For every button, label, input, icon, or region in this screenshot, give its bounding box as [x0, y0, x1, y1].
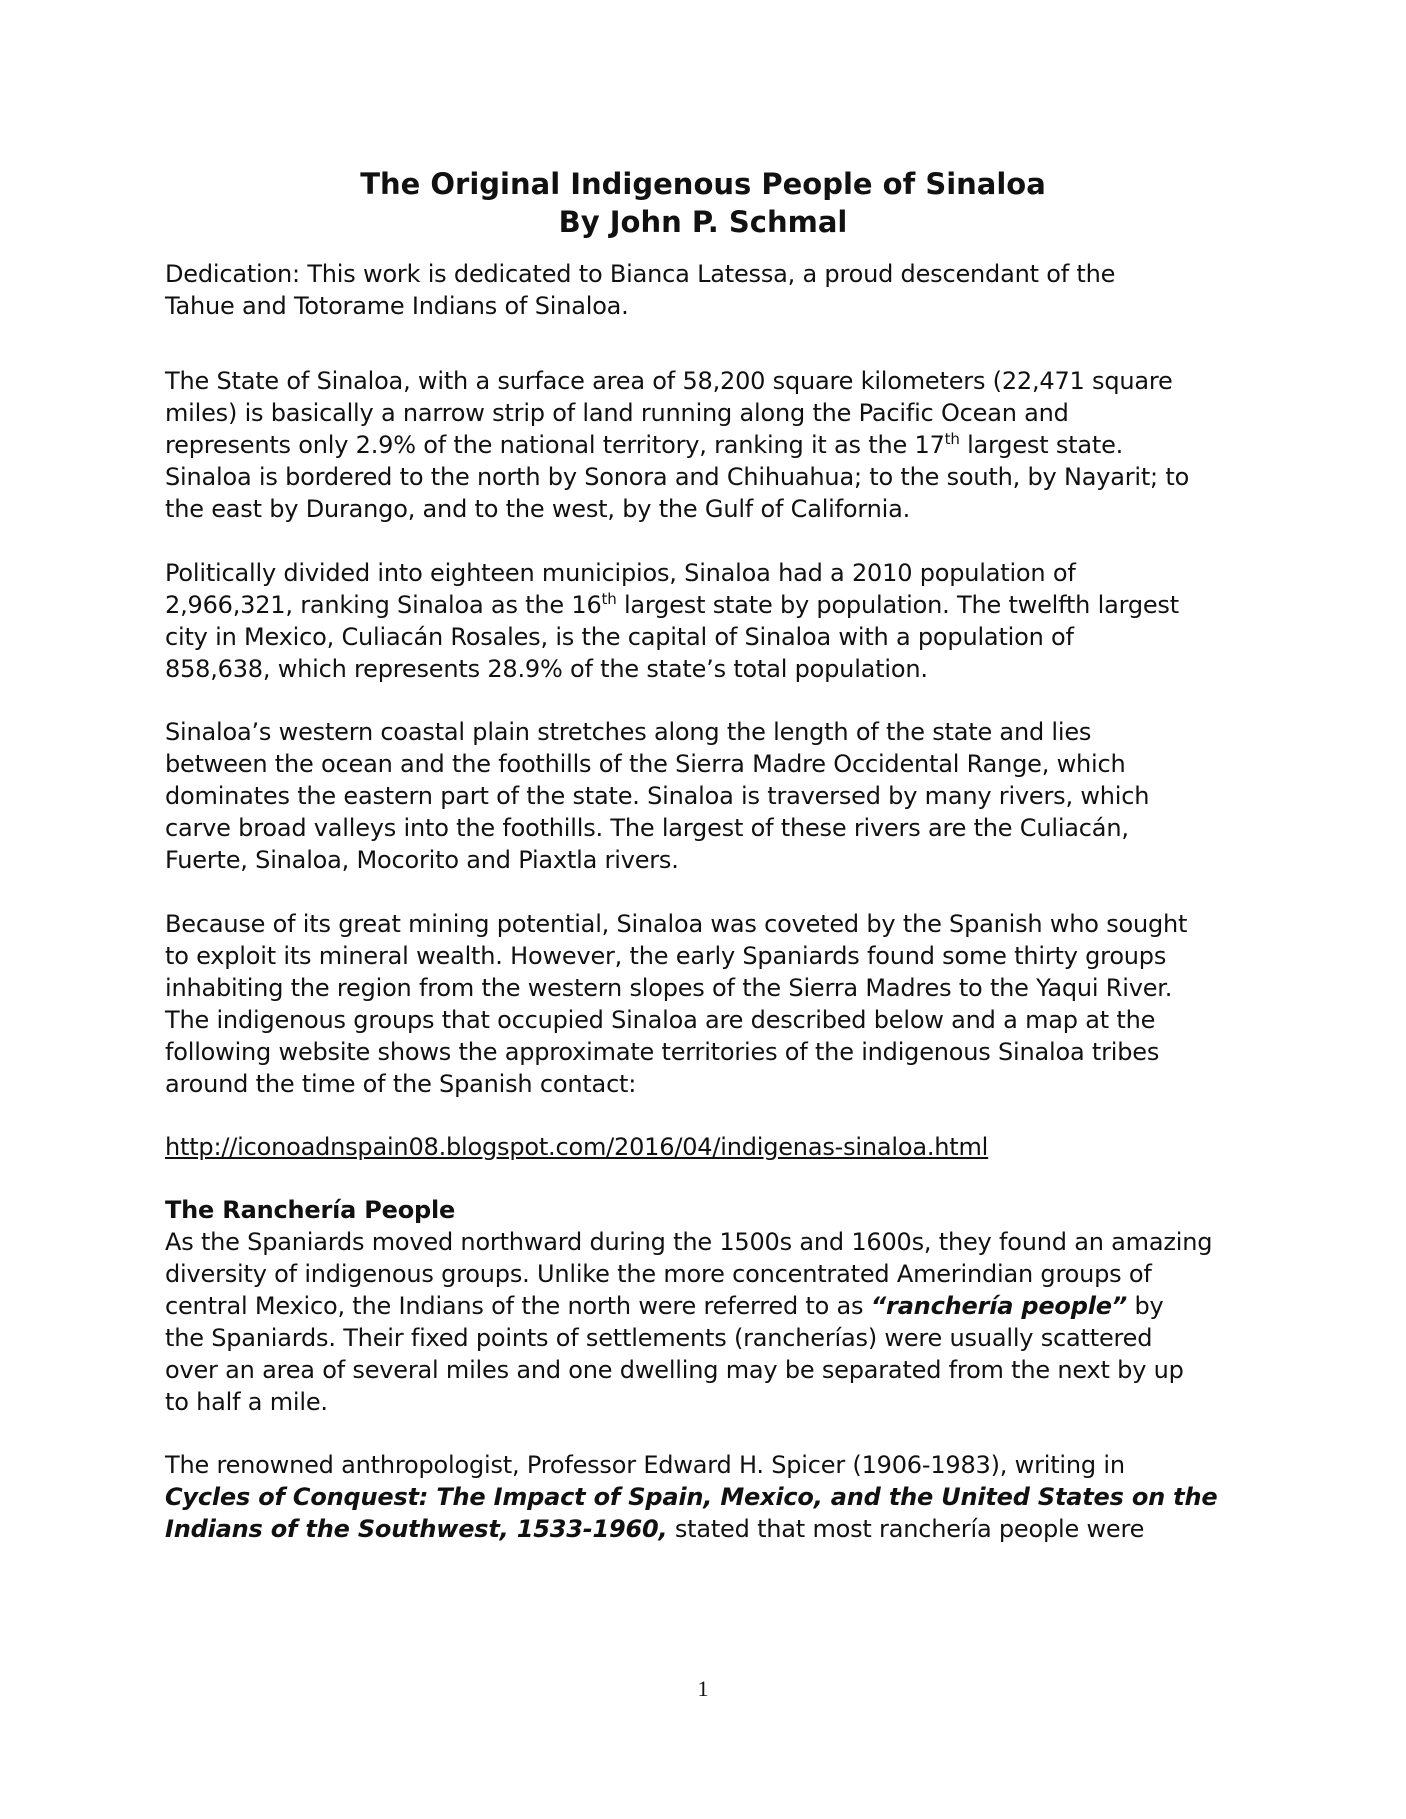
text-line: The renowned anthropologist, Professor Edward H. Spicer (1906-1983), writing in [165, 1451, 1125, 1479]
text-line: The indigenous groups that occupied Sinaloa are described below and a map at the [165, 1006, 1156, 1034]
text-line: Indians of the Southwest, 1533-1960, stated that most ranchería people were [165, 1515, 1145, 1543]
text-line: to exploit its mineral wealth. However, the early Spaniards found some thirty groups [165, 942, 1167, 970]
ordinal-suffix: th [601, 590, 617, 608]
text-line: 858,638, which represents 28.9% of the state’s total population. [165, 655, 928, 683]
text-line: The State of Sinaloa, with a surface area of 58,200 square kilometers (22,471 square [165, 367, 1173, 395]
text-line: Because of its great mining potential, Sinaloa was coveted by the Spanish who sought [165, 910, 1188, 938]
text-line: around the time of the Spanish contact: [165, 1070, 637, 1098]
text-line: the Spaniards. Their fixed points of settlements (rancherías) were usually scattered [165, 1324, 1153, 1352]
text-line: inhabiting the region from the western slopes of the Sierra Madres to the Yaqui River. [165, 974, 1173, 1002]
book-title-text: Indians of the Southwest, 1533-1960, [165, 1515, 668, 1543]
text-line: Politically divided into eighteen municipios, Sinaloa had a 2010 population of [165, 559, 1076, 587]
text-line: represents only 2.9% of the national territory, ranking it as the 17th largest state. [165, 430, 1124, 459]
spicer-paragraph [165, 1449, 1245, 1545]
dedication-paragraph [165, 258, 1245, 322]
text-line: Tahue and Totorame Indians of Sinaloa. [165, 292, 629, 320]
page-number: 1 [697, 1676, 709, 1701]
map-website-link[interactable]: http://iconoadnspain08.blogspot.com/2016/04/indigenas-sinaloa.html [165, 1133, 989, 1161]
rancheria-section [165, 1194, 1245, 1418]
text-line: dominates the eastern part of the state. Sinaloa is traversed by many rivers, which [165, 782, 1150, 810]
text-line: Sinaloa is bordered to the north by Sonora and Chihuahua; to the south, by Nayarit; to [165, 463, 1190, 491]
emphasis-text: “ranchería people” [870, 1292, 1128, 1320]
map-link-paragraph [165, 1131, 1245, 1163]
text-line: the east by Durango, and to the west, by the Gulf of California. [165, 495, 911, 523]
document-title [0, 165, 1406, 241]
text-line: Fuerte, Sinaloa, Mocorito and Piaxtla rivers. [165, 846, 679, 874]
text-line: city in Mexico, Culiacán Rosales, is the capital of Sinaloa with a population of [165, 623, 1074, 651]
text-line: Sinaloa’s western coastal plain stretches along the length of the state and lies [165, 718, 1092, 746]
text-line: over an area of several miles and one dwelling may be separated from the next by up [165, 1356, 1184, 1384]
section-heading: The Ranchería People [165, 1196, 456, 1224]
author-line: By John P. Schmal [558, 205, 848, 239]
mining-paragraph [165, 908, 1245, 1100]
population-paragraph [165, 557, 1245, 685]
text-line: As the Spaniards moved northward during the 1500s and 1600s, they found an amazing [165, 1228, 1213, 1256]
area-paragraph [165, 365, 1245, 525]
text-line: diversity of indigenous groups. Unlike the more concentrated Amerindian groups of [165, 1260, 1152, 1288]
text-line: following website shows the approximate territories of the indigenous Sinaloa tribes [165, 1038, 1160, 1066]
text-line: central Mexico, the Indians of the north were referred to as “ranchería people” by [165, 1292, 1164, 1320]
text-line: 2,966,321, ranking Sinaloa as the 16th largest state by population. The twelfth largest [165, 590, 1179, 619]
title-line: The Original Indigenous People of Sinaloa [360, 167, 1046, 201]
text-line: miles) is basically a narrow strip of land running along the Pacific Ocean and [165, 399, 1069, 427]
geography-paragraph [165, 716, 1245, 876]
ordinal-suffix: th [944, 430, 960, 448]
text-line: carve broad valleys into the foothills. The largest of these rivers are the Culiacán, [165, 814, 1129, 842]
text-line: between the ocean and the foothills of the Sierra Madre Occidental Range, which [165, 750, 1126, 778]
book-title-line: Cycles of Conquest: The Impact of Spain, Mexico, and the United States on the [165, 1483, 1218, 1511]
text-line: to half a mile. [165, 1388, 328, 1416]
text-line: Dedication: This work is dedicated to Bianca Latessa, a proud descendant of the [165, 260, 1116, 288]
